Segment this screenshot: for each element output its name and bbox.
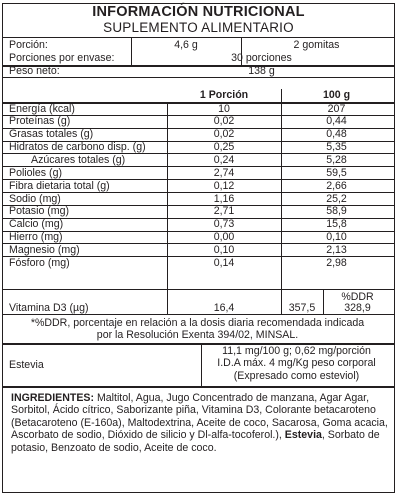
nutrient-portion-value: 0,24 xyxy=(213,154,235,166)
nutrient-per100-value: 59,5 xyxy=(326,166,347,179)
nutrient-portion-value: 0,00 xyxy=(213,231,235,244)
nutrient-per100-value: 2,13 xyxy=(326,243,347,256)
nutrient-portion-value: 2,71 xyxy=(213,205,235,218)
nutrient-portion-value: 0,12 xyxy=(213,179,235,192)
nutrient-portion-value: 0,02 xyxy=(213,128,235,141)
label-subtitle: SUPLEMENTO ALIMENTARIO xyxy=(103,20,294,35)
nutrient-name: Proteínas (g) xyxy=(9,115,71,128)
nutrient-per100-value: 0,10 xyxy=(326,231,347,244)
servings-value: 30 porciones xyxy=(231,52,292,64)
rule-ddr xyxy=(3,289,394,290)
vitamin-ddr: 328,9 xyxy=(344,302,371,314)
nutrient-name: Fósforo (mg) xyxy=(9,256,70,269)
vitamin-name: Vitamina D3 (µg) xyxy=(9,302,89,314)
portion-amount: 4,6 g xyxy=(174,39,198,51)
nutrient-per100-value: 25,2 xyxy=(326,192,347,205)
nutrient-portion-value: 0,10 xyxy=(213,243,235,256)
nutrient-per100-value: 0,44 xyxy=(326,115,347,128)
ingredients-heading: INGREDIENTES: xyxy=(11,392,94,404)
nutrient-name: Hidratos de carbono disp. (g) xyxy=(9,141,146,154)
vitamin-portion: 16,4 xyxy=(213,302,235,314)
nutrient-per100-value: 2,98 xyxy=(326,256,347,269)
nutrition-facts-label xyxy=(2,3,395,493)
nutrient-name: Magnesio (mg) xyxy=(9,243,80,256)
net-weight-label: Peso neto: xyxy=(9,65,60,77)
stevia-name: Estevia xyxy=(9,359,44,371)
stevia-line-1: 11,1 mg/100 g; 0,62 mg/porción xyxy=(222,345,371,357)
portion-label: Porción: xyxy=(9,39,48,51)
ingredients-part-1: Maltitol, Agua, Jugo Concentrado de manzana, Agar Agar, Sorbitol, Ácido cítrico, Saborizante piña, Vitamina D3, Colorante betacaroteno (Betacaroteno (E-160a), Maltodextrina, Aceite de coco, Sacarosa, Goma acacia, Ascorbato de sodio, Dióxido de silicio y Dl-alfa-tocoferol.), xyxy=(11,392,388,442)
label-title: INFORMACIÓN NUTRICIONAL xyxy=(92,4,305,20)
nutrient-name: Grasas totales (g) xyxy=(9,128,94,141)
stevia-line-3: (Expresado como esteviol) xyxy=(233,370,360,382)
nutrient-per100-value: 58,9 xyxy=(326,205,347,218)
ddr-note-line-1: *%DDR, porcentaje en relación a la dosis diaria recomendada indicada xyxy=(30,317,365,329)
nutrient-name: Polioles (g) xyxy=(9,166,62,179)
stevia-line-2: I.D.A máx. 4 mg/Kg peso corporal xyxy=(217,357,376,369)
nutrient-portion-value: 1,16 xyxy=(213,192,235,205)
nutrient-name: Energía (kcal) xyxy=(9,102,75,115)
ddr-note-line-2: por la Resolución Exenta 394/02, MINSAL. xyxy=(96,329,299,341)
nutrient-name: Calcio (mg) xyxy=(9,218,64,231)
servings-label: Porciones por envase: xyxy=(9,52,115,64)
rule-header xyxy=(3,37,394,38)
rule-vitamin xyxy=(3,314,394,315)
rule-net-weight xyxy=(3,77,394,78)
ingredients-text xyxy=(11,392,389,454)
nutrient-portion-value: 2,74 xyxy=(213,166,235,179)
ingredients-stevia: Estevia xyxy=(284,429,322,442)
nutrient-portion-value: 0,02 xyxy=(213,115,235,128)
nutrient-per100-value: 15,8 xyxy=(326,218,347,231)
nutrient-portion-value: 0,14 xyxy=(213,256,235,269)
nutrient-per100-value: 207 xyxy=(327,102,346,115)
net-weight-value: 138 g xyxy=(248,65,275,77)
nutrient-per100-value: 5,28 xyxy=(326,154,347,166)
nutrient-name: Azúcares totales (g) xyxy=(31,154,126,166)
column-header-per100: 100 g xyxy=(322,89,351,101)
ddr-header: %DDR xyxy=(341,291,374,303)
nutrient-per100-value: 5,35 xyxy=(326,141,347,154)
nutrient-per100-value: 2,66 xyxy=(326,179,347,192)
ingredients-part-2: , Sorbato de potasio, Benzoato de sodio, Aceite de coco. xyxy=(11,429,380,454)
nutrient-portion-value: 10 xyxy=(218,102,230,115)
nutrient-name: Hierro (mg) xyxy=(9,231,63,244)
nutrient-portion-value: 0,25 xyxy=(213,141,235,154)
nutrient-name: Fibra dietaria total (g) xyxy=(9,179,110,192)
vitamin-per100: 357,5 xyxy=(288,302,316,314)
column-header-portion: 1 Porción xyxy=(199,89,249,101)
rule-stevia xyxy=(3,386,394,388)
nutrient-per100-value: 0,48 xyxy=(326,128,347,141)
nutrient-name: Potasio (mg) xyxy=(9,205,70,218)
nutrient-name: Sodio (mg) xyxy=(9,192,61,205)
portion-units: 2 gomitas xyxy=(293,39,340,51)
nutrient-portion-value: 0,73 xyxy=(213,218,235,231)
